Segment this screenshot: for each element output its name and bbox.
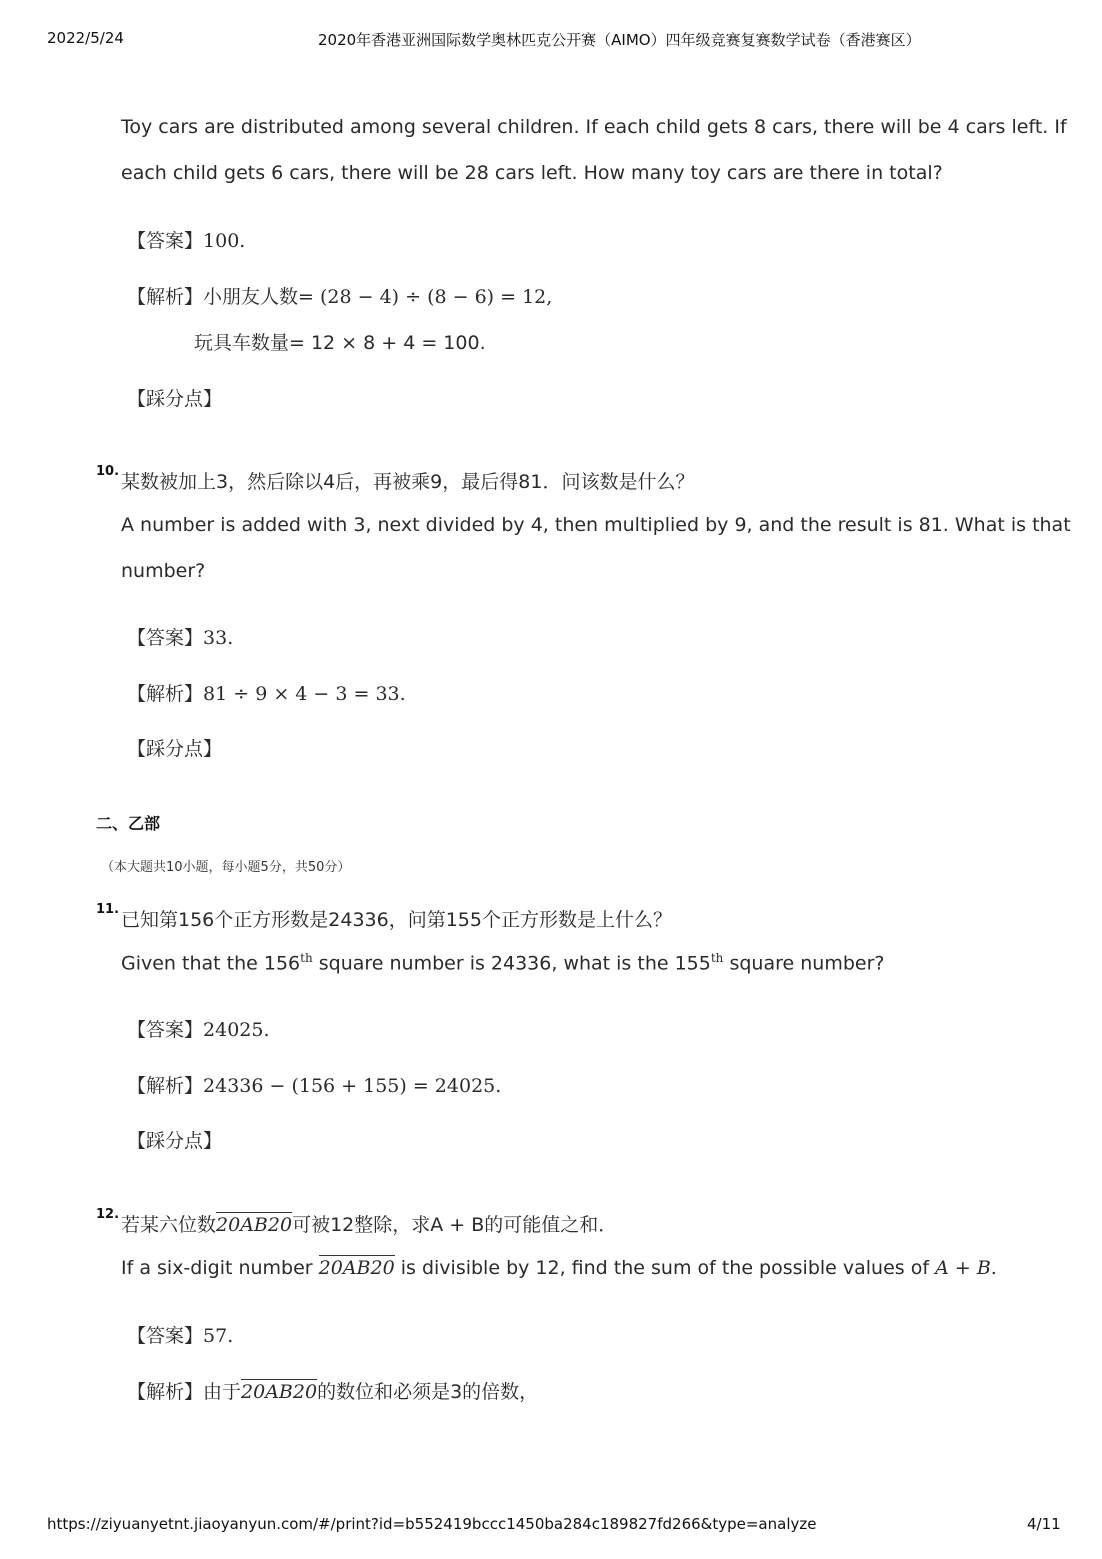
q10-english-line2: number? (121, 560, 206, 582)
question-number: 12. (96, 1207, 120, 1222)
q11-english-part3: square number? (723, 952, 885, 975)
ordinal-suffix: th (710, 951, 724, 965)
section-note: （本大题共10小题，每小题5分，共50分） (101, 860, 351, 875)
answer-label: 【答案】 (127, 230, 204, 252)
ordinal-suffix: th (300, 951, 313, 965)
analysis-label: 【解析】 (127, 683, 204, 705)
q9-scoring-points: 【踩分点】 (127, 388, 223, 410)
analysis-label: 【解析】 (127, 1381, 204, 1403)
answer-value: 33. (203, 627, 234, 649)
q11-english-part2: square number is 24336, what is the 155 (312, 952, 711, 975)
answer-label: 【答案】 (127, 627, 204, 649)
analysis-part2: 的数位和必须是3的倍数， (317, 1381, 539, 1403)
q10-answer (127, 623, 233, 650)
q9-answer (127, 226, 245, 253)
page-number: 4/11 (1027, 1515, 1061, 1533)
q11-analysis (127, 1071, 501, 1098)
q12-english-expression: A + B. (935, 1257, 997, 1279)
q12-english-part2: is divisible by 12, find the sum of the possible values of (394, 1257, 936, 1279)
question-number: 10. (96, 464, 120, 479)
answer-value: 24025. (203, 1019, 270, 1041)
q11-answer (127, 1015, 270, 1042)
overline-number: 20AB20 (216, 1214, 293, 1236)
q12-english-part1: If a six-digit number (121, 1257, 319, 1279)
answer-value: 100. (203, 230, 246, 252)
q12-analysis (127, 1377, 538, 1404)
q12-chinese (121, 1210, 617, 1237)
q11-english-part1: Given that the 156 (121, 952, 301, 975)
overline-number: 20AB20 (318, 1257, 395, 1279)
footer-url[interactable]: https://ziyuanyetnt.jiaoyanyun.com/#/print?id=b552419bccc1450ba284c189827fd266&type=analyze (47, 1515, 817, 1533)
q9-analysis (127, 282, 552, 309)
q11-scoring-points: 【踩分点】 (127, 1130, 223, 1152)
analysis-text: 81 ÷ 9 × 4 − 3 = 33. (203, 683, 406, 705)
q12-answer (127, 1321, 233, 1348)
answer-label: 【答案】 (127, 1019, 204, 1041)
q9-analysis-line2: 玩具车数量= 12 × 8 + 4 = 100. (194, 332, 486, 354)
answer-value: 57. (203, 1325, 234, 1347)
question-number: 11. (96, 902, 120, 917)
q9-english-line1: Toy cars are distributed among several children. If each child gets 8 cars, there will be 4 cars left. If (121, 116, 1067, 138)
analysis-text: 24336 − (156 + 155) = 24025. (203, 1075, 502, 1097)
analysis-text-line1: 小朋友人数= (28 − 4) ÷ (8 − 6) = 12, (203, 286, 553, 308)
analysis-part1: 由于 (203, 1381, 242, 1403)
q12-chinese-part1: 若某六位数 (121, 1214, 217, 1236)
q11-chinese: 已知第156个正方形数是24336，问第155个正方形数是上什么？ (121, 909, 672, 931)
document-title: 2020年香港亚洲国际数学奥林匹克公开赛（AIMO）四年级竞赛复赛数学试卷（香港赛区） (318, 31, 921, 49)
section-title: 二、乙部 (96, 814, 161, 833)
q12-chinese-part2: 可被12整除，求A + B的可能值之和． (292, 1214, 618, 1236)
analysis-label: 【解析】 (127, 286, 204, 308)
print-date: 2022/5/24 (47, 29, 124, 47)
q10-english-line1: A number is added with 3, next divided by 4, then multiplied by 9, and the result is 81. What is that (121, 514, 1071, 536)
q10-analysis (127, 679, 406, 706)
answer-label: 【答案】 (127, 1325, 204, 1347)
overline-number: 20AB20 (241, 1381, 318, 1403)
q10-chinese: 某数被加上3，然后除以4后，再被乘9，最后得81．问该数是什么？ (121, 471, 695, 493)
q9-english-line2: each child gets 6 cars, there will be 28 cars left. How many toy cars are there in total? (121, 162, 943, 184)
analysis-label: 【解析】 (127, 1075, 204, 1097)
q10-scoring-points: 【踩分点】 (127, 738, 223, 760)
q11-english (121, 951, 884, 974)
q12-english (121, 1257, 997, 1279)
